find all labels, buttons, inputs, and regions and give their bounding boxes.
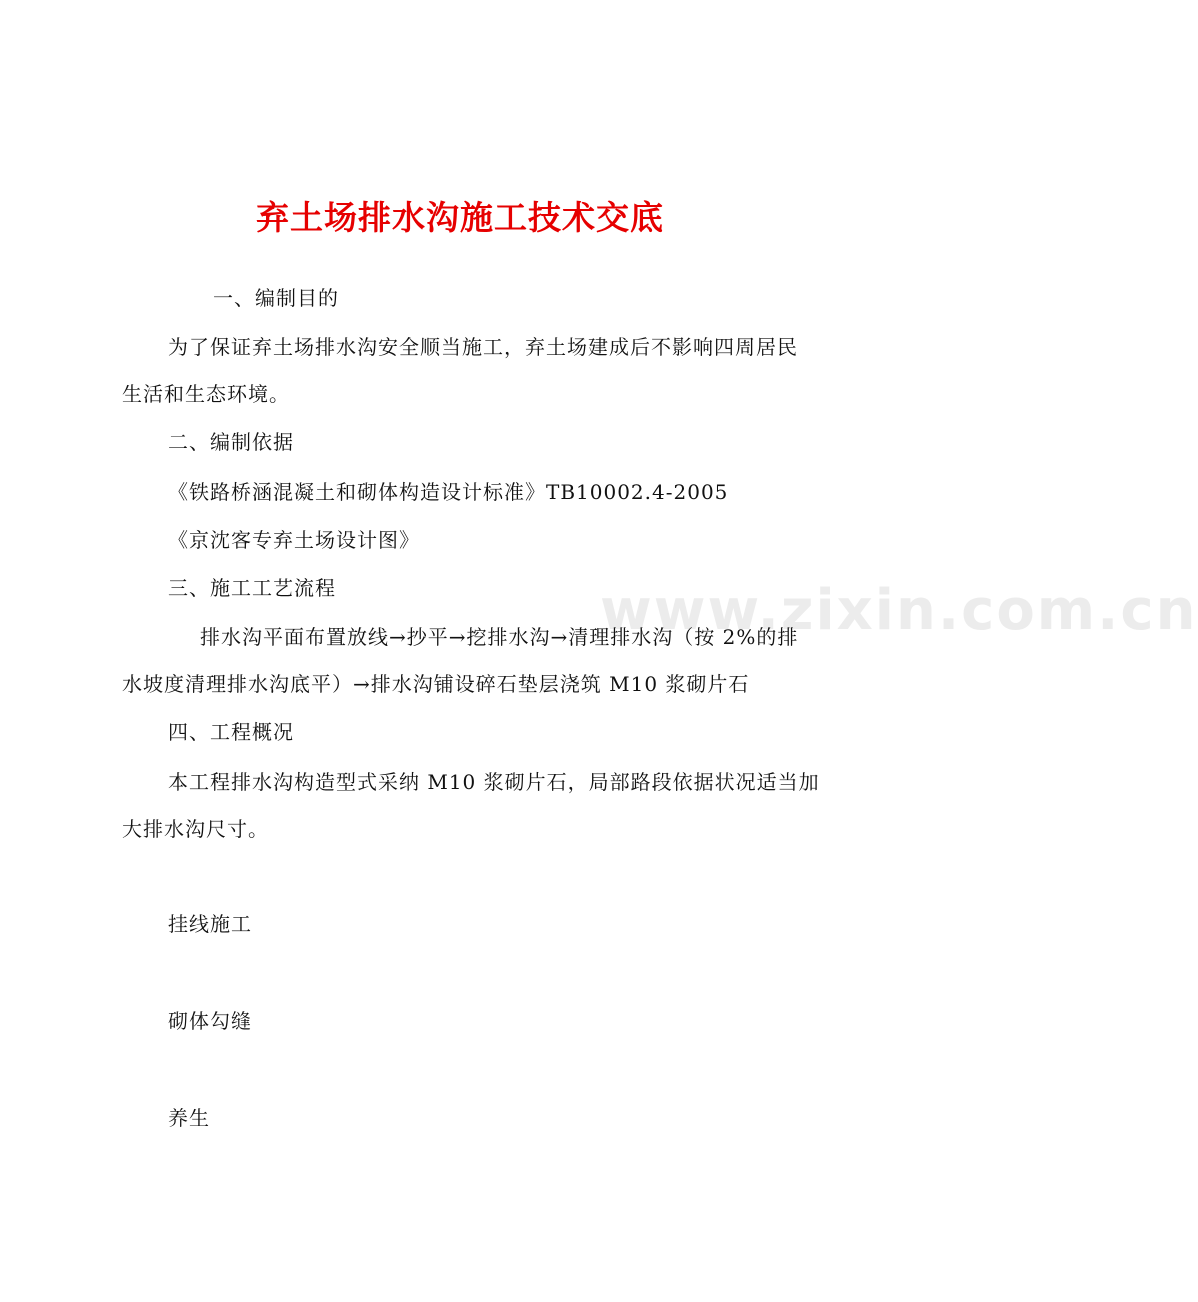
- section-heading-purpose: 一、编制目的: [213, 286, 339, 310]
- section-heading-basis: 二、编制依据: [168, 430, 294, 454]
- document-title: 弃土场排水沟施工技术交底: [256, 198, 664, 237]
- basis-reference-2: 《京沈客专弃土场设计图》: [168, 528, 420, 552]
- step-hang-line: 挂线施工: [168, 912, 252, 936]
- overview-paragraph-line-1: 本工程排水沟构造型式采纳 M10 浆砌片石，局部路段依据状况适当加: [168, 770, 820, 794]
- section-heading-overview: 四、工程概况: [168, 720, 294, 744]
- watermark: www.zixin.com.cn: [600, 578, 1198, 643]
- basis-reference-1: 《铁路桥涵混凝土和砌体构造设计标准》TB10002.4-2005: [168, 480, 729, 504]
- overview-paragraph-line-2: 大排水沟尺寸。: [122, 817, 269, 841]
- process-flow-line-2: 水坡度清理排水沟底平）→排水沟铺设碎石垫层浇筑 M10 浆砌片石: [122, 672, 750, 696]
- section-heading-process: 三、施工工艺流程: [168, 576, 336, 600]
- process-flow-line-1: 排水沟平面布置放线→抄平→挖排水沟→清理排水沟（按 2%的排: [200, 625, 799, 649]
- purpose-paragraph-line-1: 为了保证弃土场排水沟安全顺当施工，弃土场建成后不影响四周居民: [168, 335, 798, 359]
- step-masonry-pointing: 砌体勾缝: [168, 1009, 252, 1033]
- purpose-paragraph-line-2: 生活和生态环境。: [122, 382, 290, 406]
- step-curing: 养生: [168, 1106, 210, 1130]
